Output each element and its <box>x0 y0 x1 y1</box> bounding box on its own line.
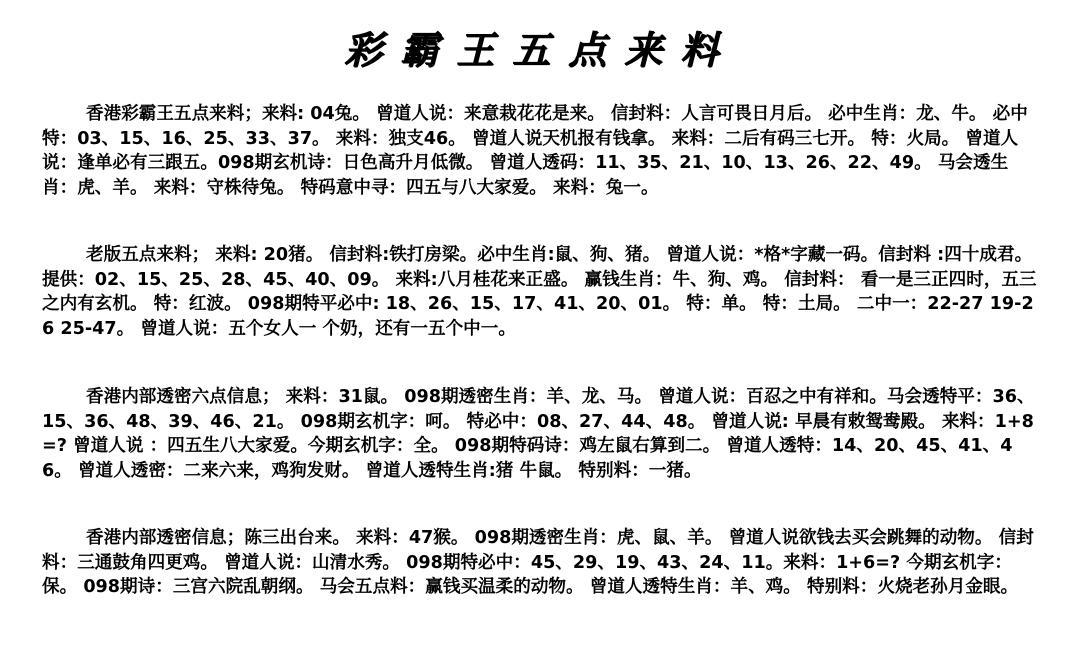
page-title: 彩霸王五点来料 <box>343 27 736 72</box>
paragraph-nei-bu-liu-dian: 香港内部透密六点信息； 来料：31鼠。 098期透密生肖：羊、龙、马。 曾道人说：百忍之中有祥和。马会透特平：36、15、36、48、39、46、21。 098期玄机字：呵。 特必中：08、27、44、48。 曾道人说: 早晨有敕鸳鸯殿。 来料：1+8=? 曾道人说 ：四五生八大家爱。今期玄机字：全。 098期特码诗：鸡左鼠右算到二。 曾道人透特：14、20、45、41、46。 曾道人透密：二来六来，鸡狗发财。 曾道人透特生肖:猪 牛鼠。 特别料：一猪。 <box>42 387 1035 481</box>
paragraph-cai-ba-wang: 香港彩霸王五点来料；来料: 04兔。 曾道人说：来意栽花花是来。 信封料：人言可畏日月后。 必中生肖：龙、牛。 必中特：03、15、16、25、33、37。 来料：独支46。 曾道人说天机报有钱拿。 来料：二后有码三七开。 特：火局。 曾道人说：逢单必有三跟五。098期玄机诗：日色高升月低微。 曾道人透码：11、35、21、10、13、26、22、49。 马会透生肖：虎、羊。 来料：守株待兔。 特码意中寻：四五与八大家爱。 来料：兔一。 <box>42 104 1028 198</box>
paragraph-lao-ban: 老版五点来料； 来料: 20猪。 信封料:铁打房梁。必中生肖:鼠、狗、猪。 曾道人说：*格*字藏一码。信封料 :四十成君。 提供：02、15、25、28、45、40、09。 来料:八月桂花来正盛。 赢钱生肖：牛、狗、鸡。 信封料： 看一是三正四时，五三之内有玄机。 特：红波。 098期特平必中: 18、26、15、17、41、20、01。 特：单。 特：土局。 二中一：22-27 19-26 25-47。 曾道人说：五个女人一 个奶，还有一五个中一。 <box>42 245 1037 339</box>
paragraph-nei-bu-xin-xi: 香港内部透密信息；陈三出台来。 来料：47猴。 098期透密生肖：虎、鼠、羊。 曾道人说欲钱去买会跳舞的动物。 信封料：三通鼓角四更鸡。 曾道人说：山清水秀。 098期特必中：45、29、19、43、24、11。来料：1+6=? 今期玄机字：保。 098期诗：三宫六院乱朝纲。 马会五点料：赢钱买温柔的动物。 曾道人透特生肖：羊、鸡。 特别料：火烧老孙月金眼。 <box>42 528 1034 597</box>
